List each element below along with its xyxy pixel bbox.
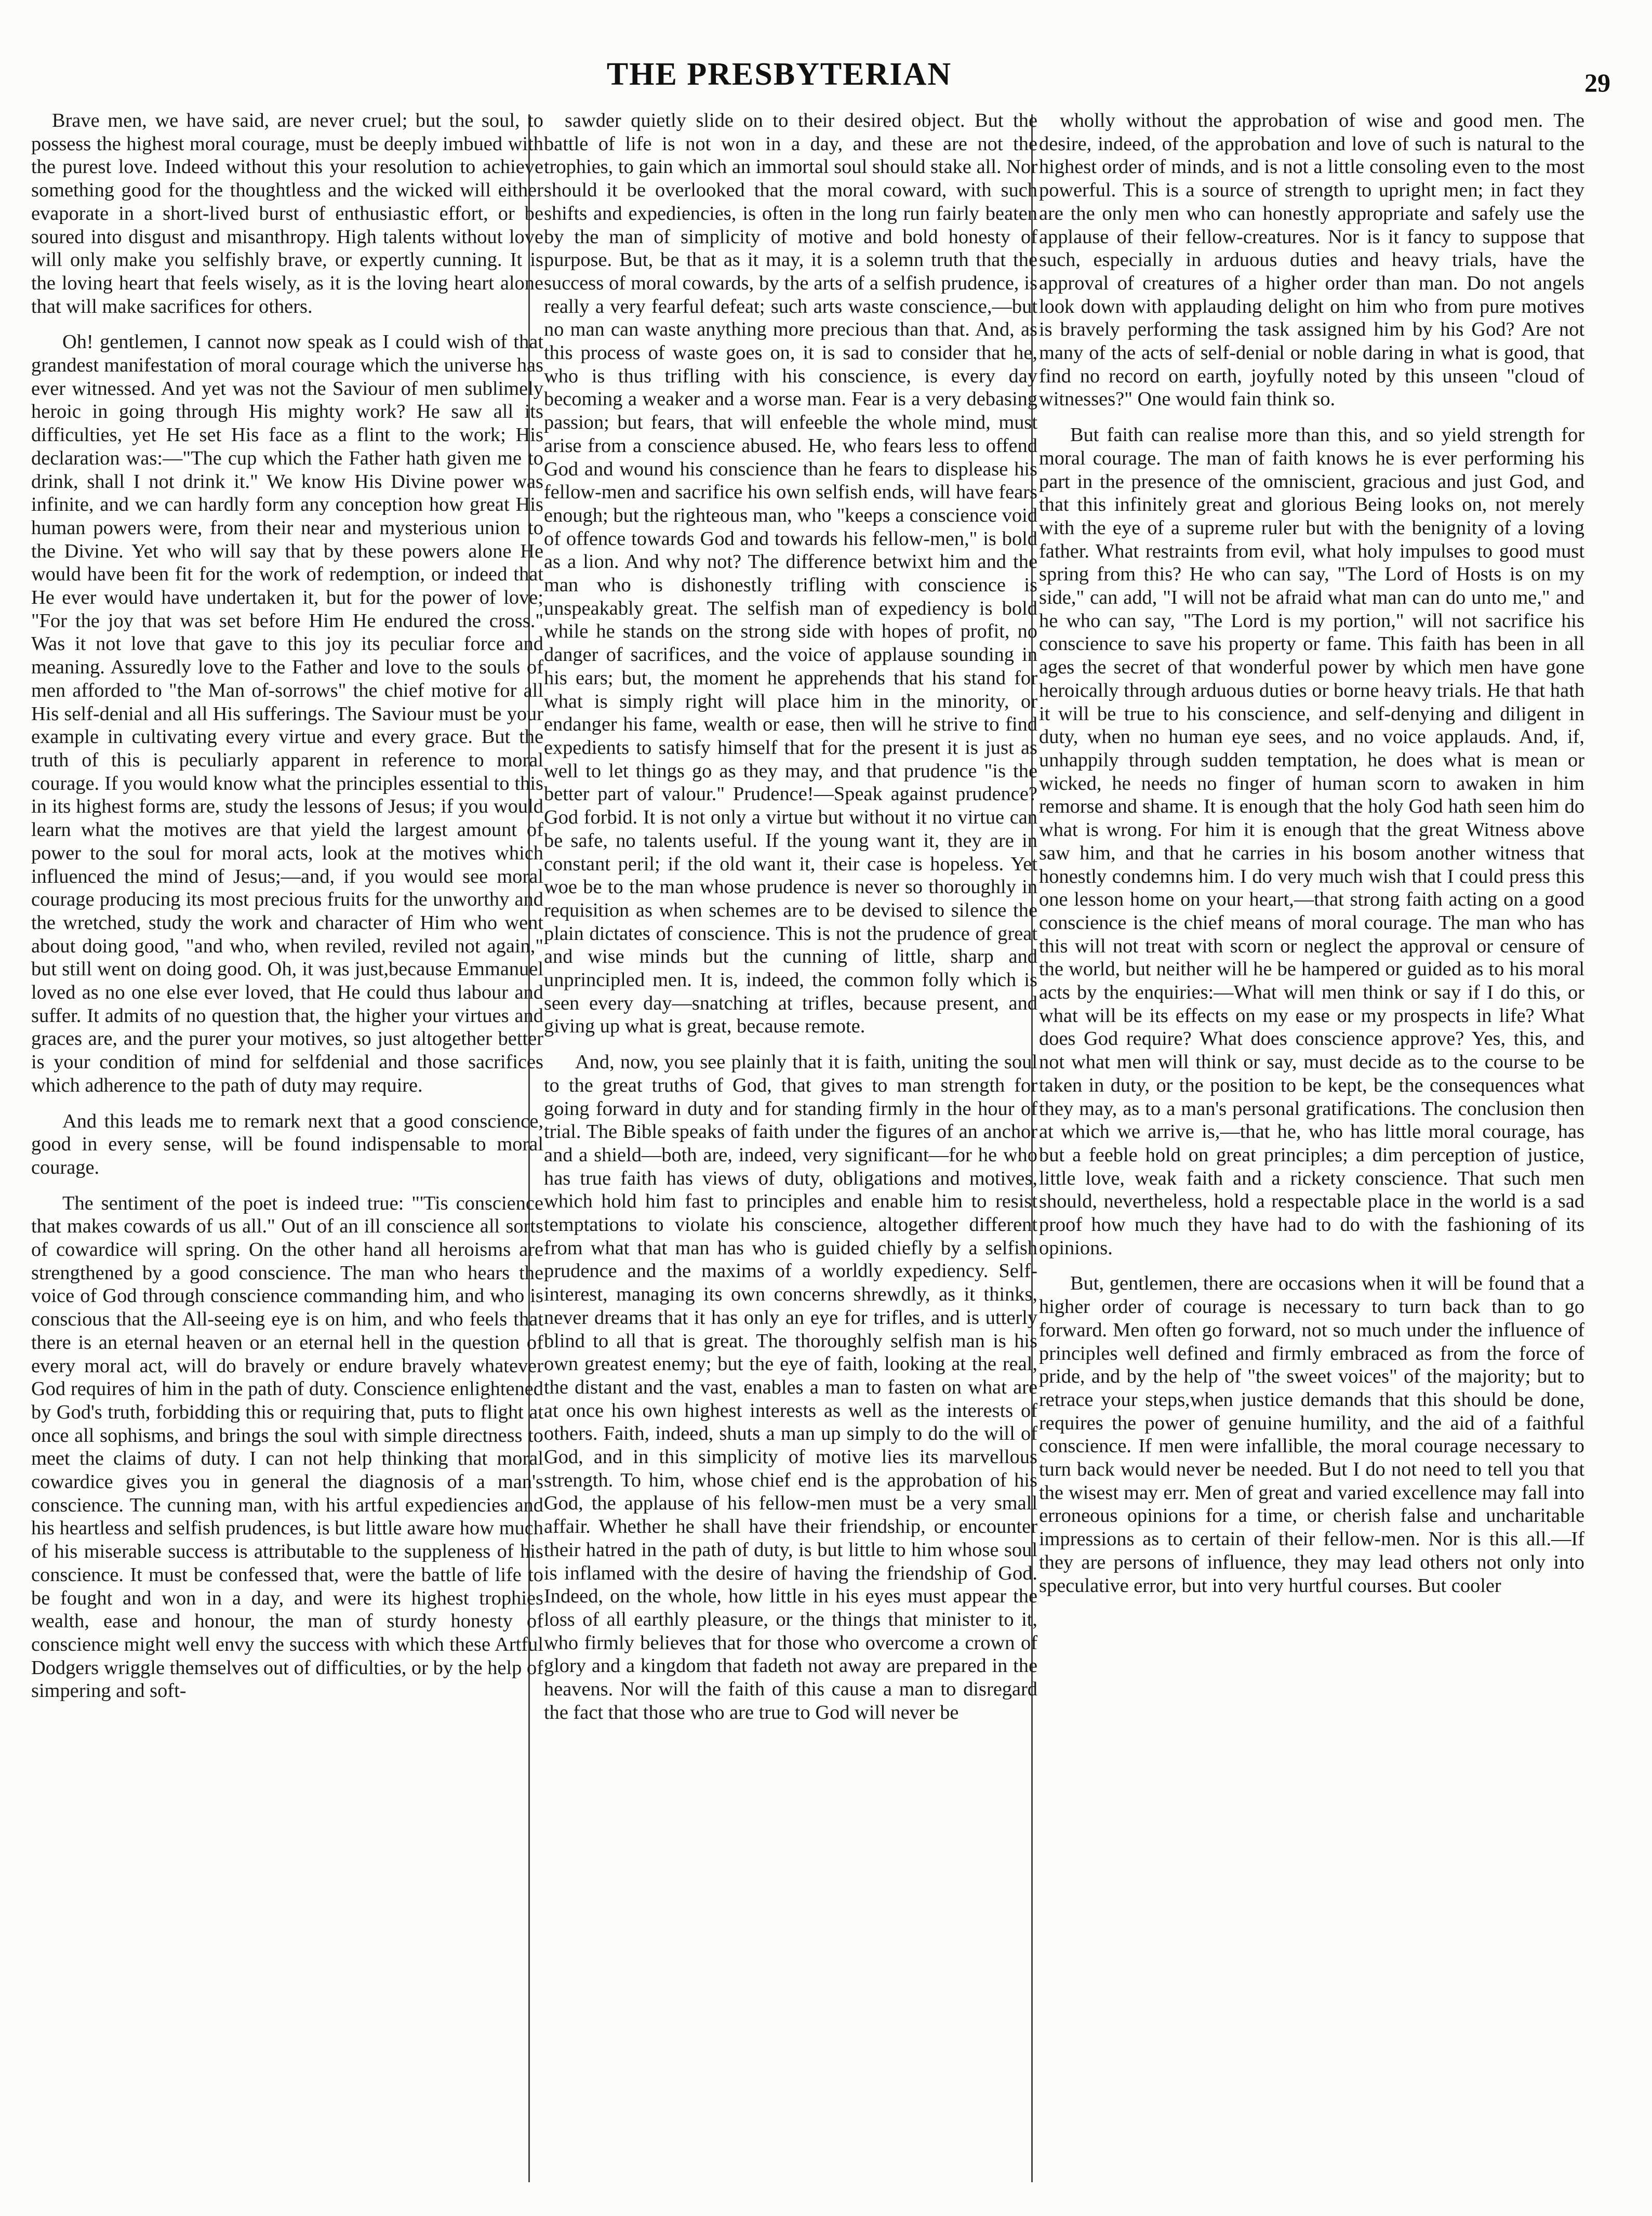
paragraph: wholly without the approbation of wise and good men. The desire, indeed, of the approbation and love of such is natural to the highest order of minds, and is not a little consoling even to the most powerful. This is a source of strength to upright men; in fact they are the only men who can honestly appropriate and safely use the applause of their fellow-creatures. Nor is it fancy to suppose that such, especially in arduous duties and heavy trials, have the approval of creatures of a higher order than man. Do not angels look down with applauding delight on him who from pure motives is bravely performing the task assigned him by his God? Are not many of the acts of self-denial or noble daring in what is good, that find no record on earth, joyfully noted by this unseen "cloud of witnesses?" One would fain think so. (1039, 110, 1584, 410)
paragraph: And, now, you see plainly that it is faith, uniting the soul to the great truths of God, that gives to man strength for going forward in duty and for standing firmly in the hour of trial. The Bible speaks of faith under the figures of an anchor and a shield—both are, indeed, very significant—for he who has true faith has views of duty, obligations and motives, which hold him fast to principles and enable him to resist temptations to violate his conscience, altogether different from what that man has who is guided chiefly by a selfish prudence and the maxims of a worldly expediency. Self-interest, managing its own concerns shrewdly, as it thinks, never dreams that it has only an eye for trifles, and is utterly blind to all that is great. The thoroughly selfish man is his own greatest enemy; but the eye of faith, looking at the real, the distant and the vast, enables a man to fasten on what are at once his own highest interests as well as the interests of others. Faith, indeed, shuts a man up simply to do the will of God, and in this simplicity of motive lies its marvellous strength. To him, whose chief end is the approbation of his God, the applause of his fellow-men must be a very small affair. Whether he shall have their friendship, or encounter their hatred in the path of duty, is but little to him whose soul is inflamed with the desire of having the friendship of God. Indeed, on the whole, how little in his eyes must appear the loss of all earthly pleasure, or the things that minister to it, who firmly believes that for those who overcome a crown of glory and a kingdom that fadeth not away are prepared in the heavens. Nor will the faith of this cause a man to disregard the fact that those who are true to God will never be (544, 1051, 1037, 1723)
page-header (0, 56, 1652, 108)
paragraph: The sentiment of the poet is indeed true: "'Tis conscience that makes cowards of us all." Out of an ill conscience all sorts of cowardice will spring. On the other hand all heroisms are strengthened by a good conscience. The man who hears the voice of God through conscience commanding him, and who is conscious that the All-seeing eye is on him, and who feels that there is an eternal heaven or an eternal hell in the question of every moral act, will do bravely or endure bravely whatever God requires of him in the path of duty. Conscience enlightened by God's truth, forbidding this or requiring that, puts to flight at once all sophisms, and brings the soul with simple directness to meet the claims of duty. I can not help thinking that moral cowardice gives you in general the diagnosis of a man's conscience. The cunning man, with his artful expediencies and his heartless and selfish prudences, is but little aware how much of his miserable success is attributable to the suppleness of his conscience. It must be confessed that, were the battle of life to be fought and won in a day, and were its highest trophies wealth, ease and honour, the man of sturdy honesty of conscience might well envy the success with which these Artful Dodgers wriggle themselves out of difficulties, or by the help of simpering and soft- (31, 1192, 543, 1702)
text-column-right (1039, 109, 1584, 2182)
text-column-left (31, 109, 543, 2182)
text-column-middle (544, 109, 1037, 2182)
publication-title: THE PRESBYTERIAN (606, 57, 952, 92)
paragraph: And this leads me to remark next that a good conscience, good in every sense, will be found indispensable to moral courage. (31, 1110, 543, 1178)
page-number: 29 (1584, 68, 1610, 97)
paragraph: sawder quietly slide on to their desired object. But the battle of life is not won in a day, and these are not the trophies, to gain which an immortal soul should stake all. Nor should it be overlooked that the moral coward, with such shifts and expediencies, is often in the long run fairly beaten by the man of simplicity of motive and bold honesty of purpose. But, be that as it may, it is a solemn truth that the success of moral cowards, by the arts of a selfish prudence, is really a very fearful defeat; such arts waste conscience,—but no man can waste anything more precious than that. And, as this process of waste goes on, it is sad to consider that he, who is thus trifling with his conscience, is every day becoming a weaker and a worse man. Fear is a very debasing passion; but fears, that will enfeeble the whole mind, must arise from a conscience abused. He, who fears less to offend God and wound his conscience than he fears to displease his fellow-men and sacrifice his own selfish ends, will have fears enough; but the righteous man, who "keeps a conscience void of offence towards God and towards his fellow-men," is bold as a lion. And why not? The difference betwixt him and the man who is dishonestly trifling with conscience is unspeakably great. The selfish man of expediency is bold while he stands on the strong side with hopes of profit, no danger of sacrifices, and the voice of applause sounding in his ears; but, the moment he apprehends that his stand for what is simply right will place him in the minority, or endanger his fame, wealth or ease, then will he strive to find expedients to satisfy himself that for the present it is just as well to let things go as they may, and that prudence "is the better part of valour." Prudence!—Speak against prudence? God forbid. It is not only a virtue but without it no virtue can be safe, no talents useful. If the young want it, they are in constant peril; if the old want it, their case is hopeless. Yet woe be to the man whose prudence is never so thoroughly in requisition as when schemes are to be devised to silence the plain dictates of conscience. This is not the prudence of great and wise minds but the cunning of little, sharp and unprincipled men. It is, indeed, the common folly which is seen every day—snatching at trifles, because present, and giving up what is great, because remote. (544, 110, 1037, 1038)
paragraph: Brave men, we have said, are never cruel; but the soul, to possess the highest moral courage, must be deeply imbued with the purest love. Indeed without this your resolution to achieve something good for the thoughtless and the wicked will either evaporate in a short-lived burst of enthusiastic effort, or be soured into disgust and misanthropy. High talents without love will only make you selfishly brave, or expertly cunning. It is the loving heart that feels wisely, as it is the loving heart alone that will make sacrifices for others. (31, 110, 543, 317)
paragraph: But, gentlemen, there are occasions when it will be found that a higher order of courage is necessary to turn back than to go forward. Men often go forward, not so much under the influence of principles well defined and firmly embraced as from the force of pride, and by the help of "the sweet voices" of the majority; but to retrace your steps,when justice demands that this should be done, requires the power of genuine humility, and the aid of a faithful conscience. If men were infallible, the moral courage necessary to turn back would never be needed. But I do not need to tell you that the wisest may err. Men of great and varied excellence may fall into erroneous opinions for a time, or cherish false and uncharitable impressions as to certain of their fellow-men. Nor is this all.—If they are persons of influence, they may lead others not only into speculative error, but into very hurtful courses. But cooler (1039, 1272, 1584, 1597)
paragraph: Oh! gentlemen, I cannot now speak as I could wish of that grandest manifestation of moral courage which the universe has ever witnessed. And yet was not the Saviour of men sublimely heroic in going through His mighty work? He saw all its difficulties, yet He set His face as a flint to the work; His declaration was:—"The cup which the Father hath given me to drink, shall I not drink it." We know His Divine power was infinite, and we can hardly form any conception how great His human powers were, from their near and mysterious union to the Divine. Yet who will say that by these powers alone He would have been fit for the work of redemption, or indeed that He ever would have undertaken it, but for the power of love; "For the joy that was set before Him He endured the cross." Was it not love that gave to this joy its peculiar force and meaning. Assuredly love to the Father and love to the souls of men afforded to "the Man of-sorrows" the chief motive for all His self-denial and all His sufferings. The Saviour must be your example in cultivating every virtue and every grace. But the truth of this is peculiarly apparent in reference to moral courage. If you would know what the principles essential to this in its highest forms are, study the lessons of Jesus; if you would learn what the motives are that yield the largest amount of power to the soul for moral acts, look at the motives which influenced the mind of Jesus;—and, if you would see moral courage producing its most precious fruits for the unworthy and the wretched, study the work and character of Him who went about doing good, "and who, when reviled, reviled not again," but still went on doing good. Oh, it was just,because Emmanuel loved as no one else ever loved, that He could thus labour and suffer. It admits of no question that, the higher your virtues and graces are, and the purer your motives, so just altogether better is your condition of mind for selfdenial and those sacrifices which adherence to the path of duty may require. (31, 331, 543, 1096)
paragraph: But faith can realise more than this, and so yield strength for moral courage. The man of faith knows he is ever performing his part in the presence of the omniscient, gracious and just God, and that this infinitely great and glorious Being looks on, not merely with the eye of a supreme ruler but with the benignity of a loving father. What restraints from evil, what holy impulses to good must spring from this? He who can say, "The Lord of Hosts is on my side," can add, "I will not be afraid what man can do unto me," and he who can say, "The Lord is my portion," will not sacrifice his conscience to save his property or fame. This faith has been in all ages the secret of that wonderful power by which men have gone heroically through arduous duties or borne heavy trials. He that hath it will be true to his conscience, and self-denying and diligent in duty, when no human eye sees, and no voice applauds. And, if, unhappily through sudden temptation, he does what is mean or wicked, he needs no finger of human scorn to awaken in him remorse and shame. It is enough that the holy God hath seen him do what is wrong. For him it is enough that the great Witness above saw him, and that he carries in his bosom another witness that honestly condemns him. I do very much wish that I could press this one lesson home on your heart,—that strong faith acting on a good conscience is the chief means of moral courage. The man who has this will not treat with scorn or neglect the approval or censure of the world, but neither will he be hampered or guided as to his moral acts by the enquiries:—What will men think or say if I do this, or what will be its effects on my ease or my prospects in life? What does God require? What does conscience approve? Yes, this, and not what men will think or say, must decide as to the course to be taken in duty, or the position to be kept, be the consequences what they may, as to a man's personal gratifications. The conclusion then at which we arrive is,—that he, who has little moral courage, has but a feeble hold on great principles; a dim perception of justice, little love, weak faith and a rickety conscience. That such men should, nevertheless, hold a respectable place in the world is a sad proof how much they have had to do with the fashioning of its opinions. (1039, 424, 1584, 1259)
